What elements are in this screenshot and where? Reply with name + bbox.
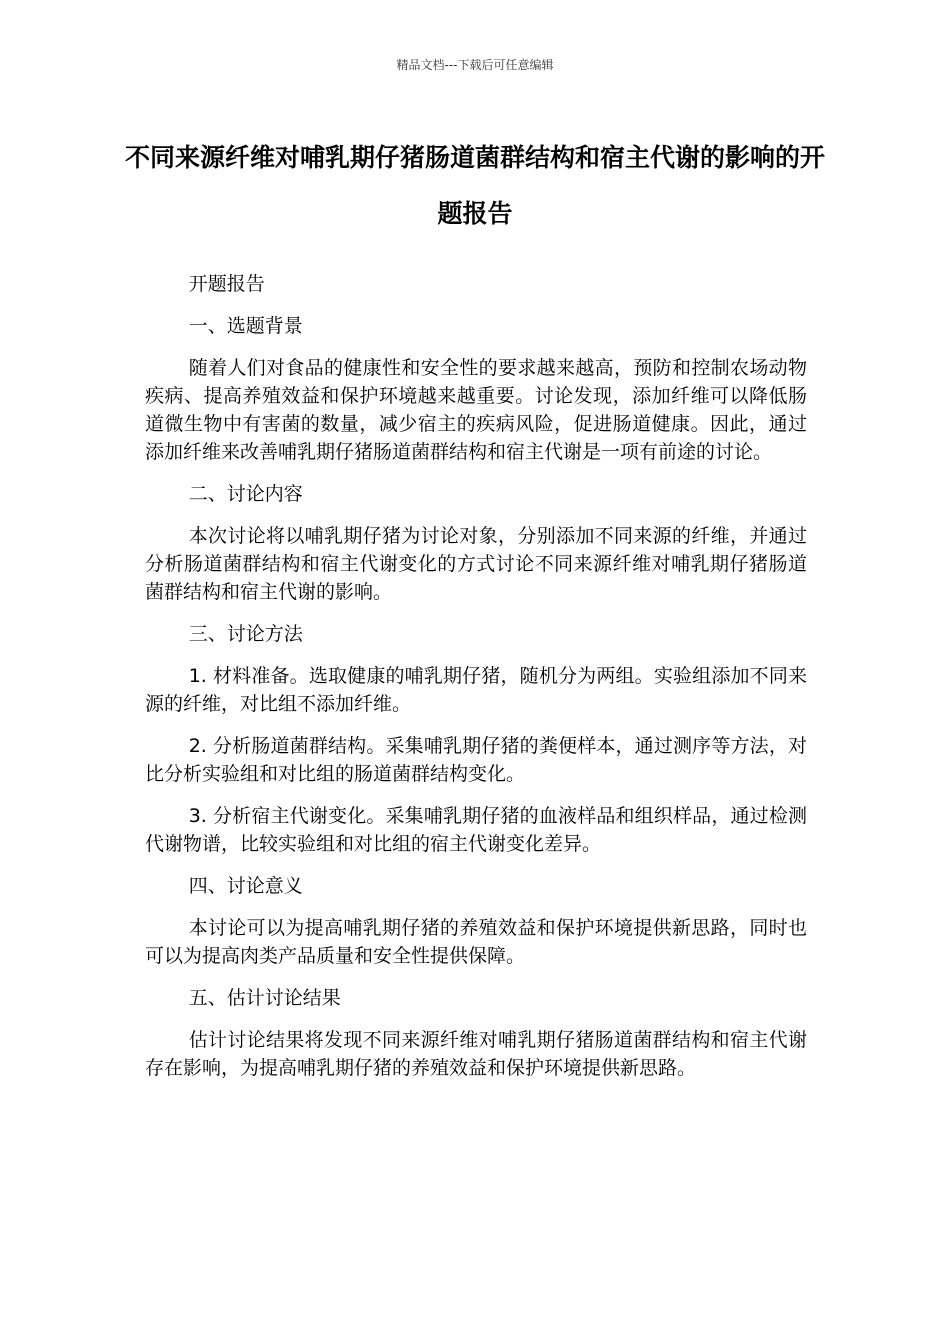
document-title: 不同来源纤维对哺乳期仔猪肠道菌群结构和宿主代谢的影响的开题报告 bbox=[124, 143, 825, 228]
section-heading-method: 三、讨论方法 bbox=[188, 623, 303, 645]
paragraph-expected-results: 估计讨论结果将发现不同来源纤维对哺乳期仔猪肠道菌群结构和宿主代谢存在影响，为提高哺乳期仔猪的养殖效益和保护环境提供新思路。 bbox=[145, 1029, 807, 1079]
paragraph-method-3: 3. 分析宿主代谢变化。采集哺乳期仔猪的血液样品和组织样品，通过检测代谢物谱，比较实验组和对比组的宿主代谢变化差异。 bbox=[145, 805, 807, 855]
paragraph-background: 随着人们对食品的健康性和安全性的要求越来越高，预防和控制农场动物疾病、提高养殖效益和保护环境越来越重要。讨论发现，添加纤维可以降低肠道微生物中有害菌的数量，减少宿主的疾病风险，促进肠道健康。因此，通过添加纤维来改善哺乳期仔猪肠道菌群结构和宿主代谢是一项有前途的讨论。 bbox=[145, 357, 807, 463]
section-heading-content: 二、讨论内容 bbox=[188, 483, 303, 505]
paragraph-method-2: 2. 分析肠道菌群结构。采集哺乳期仔猪的粪便样本，通过测序等方法，对比分析实验组和对比组的肠道菌群结构变化。 bbox=[145, 735, 807, 785]
section-heading-expected-results: 五、估计讨论结果 bbox=[188, 987, 341, 1009]
section-heading-background: 一、选题背景 bbox=[188, 315, 303, 337]
header-note: 精品文档---下载后可任意编辑 bbox=[396, 58, 554, 72]
paragraph-method-1: 1. 材料准备。选取健康的哺乳期仔猪，随机分为两组。实验组添加不同来源的纤维，对比组不添加纤维。 bbox=[145, 665, 807, 715]
paragraph-significance: 本讨论可以为提高哺乳期仔猪的养殖效益和保护环境提供新思路，同时也可以为提高肉类产品质量和安全性提供保障。 bbox=[145, 917, 807, 967]
section-heading-significance: 四、讨论意义 bbox=[188, 875, 303, 897]
paragraph-content: 本次讨论将以哺乳期仔猪为讨论对象，分别添加不同来源的纤维，并通过分析肠道菌群结构和宿主代谢变化的方式讨论不同来源纤维对哺乳期仔猪肠道菌群结构和宿主代谢的影响。 bbox=[145, 525, 807, 603]
document-body bbox=[145, 270, 807, 1096]
section-label-report: 开题报告 bbox=[188, 273, 265, 295]
